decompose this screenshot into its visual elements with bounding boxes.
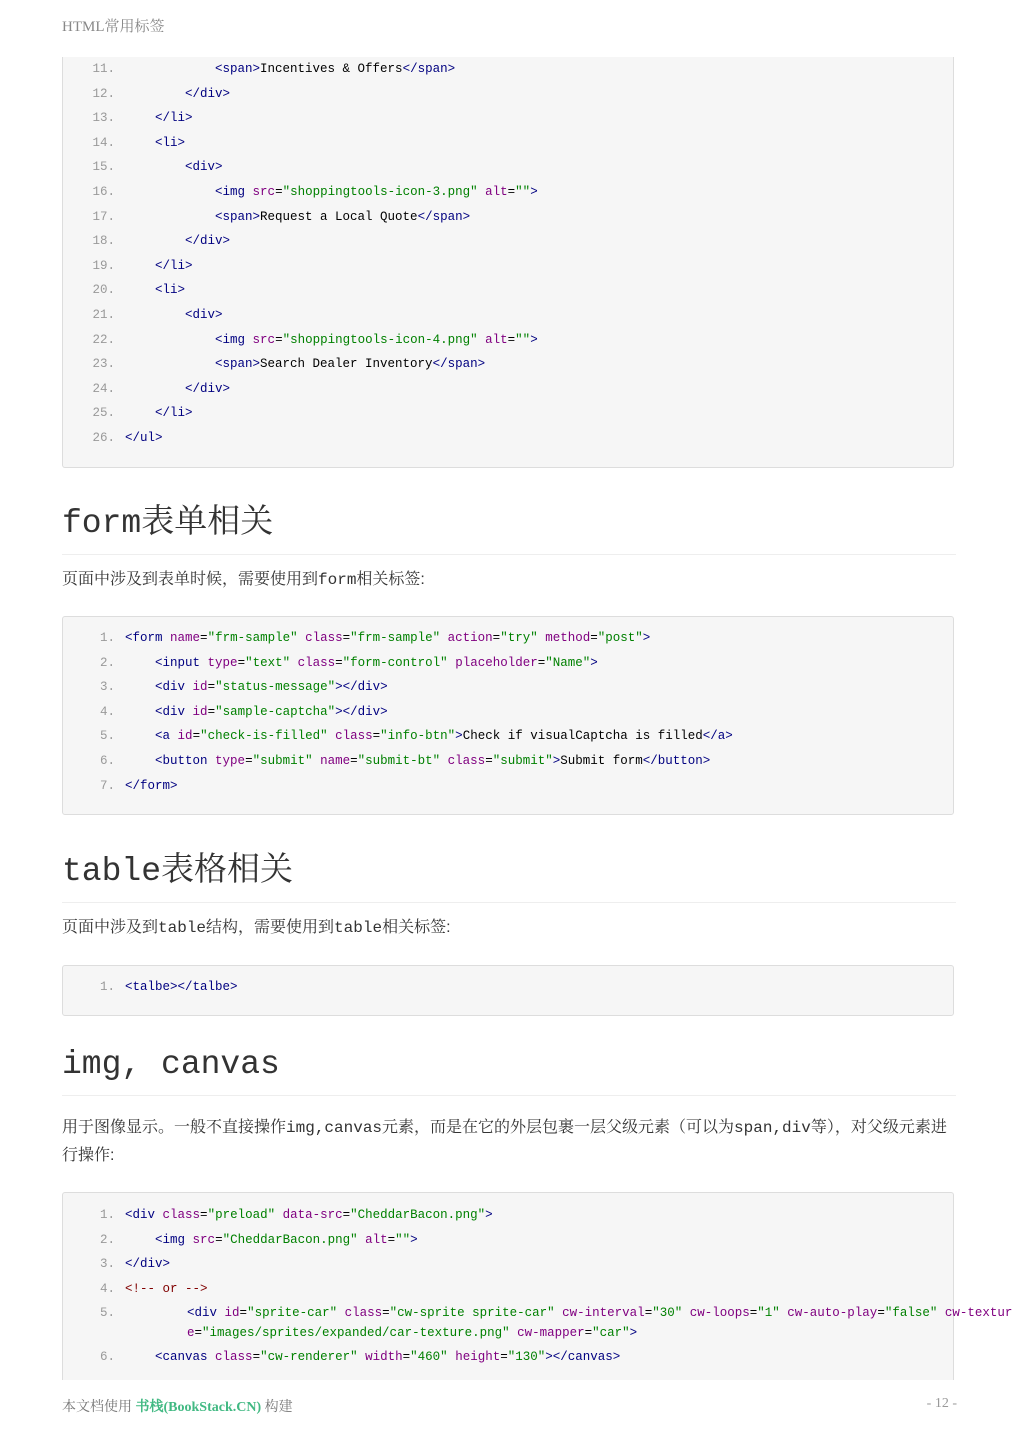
heading-form-mono: form bbox=[62, 505, 142, 542]
code-text: <talbe></talbe> bbox=[125, 980, 238, 994]
code-line bbox=[63, 278, 953, 303]
line-number: 17. bbox=[92, 209, 115, 224]
line-number: 22. bbox=[92, 332, 115, 347]
code-text: <input type="text" class="form-control" placeholder="Name"> bbox=[155, 655, 598, 670]
code-text: <div class="preload" data-src="CheddarBacon.png"> bbox=[125, 1208, 493, 1222]
code-line bbox=[63, 651, 953, 676]
code-text: <div id="status-message"></div> bbox=[155, 680, 388, 695]
code-line bbox=[63, 1228, 953, 1253]
code-text: <div id="sample-captcha"></div> bbox=[155, 704, 388, 719]
line-number: 16. bbox=[92, 184, 115, 199]
code-text: <li> bbox=[155, 135, 186, 150]
line-number: 20. bbox=[92, 283, 115, 298]
line-number: 15. bbox=[92, 160, 115, 175]
code-line bbox=[63, 426, 953, 451]
code-text: <form name="frm-sample" class="frm-sample" action="try" method="post"> bbox=[125, 631, 651, 645]
code-text: <div id="sprite-car" class="cw-sprite sprite-car" cw-interval="30" cw-loops="1" cw-auto-play="false" cw-texture="images/sprites/expanded/car-texture.png" cw-mapper="car"> bbox=[187, 1306, 1013, 1341]
line-number: 23. bbox=[92, 357, 115, 372]
code-line bbox=[63, 328, 953, 353]
line-number: 25. bbox=[92, 406, 115, 421]
page-header-title: HTML常用标签 bbox=[62, 19, 165, 35]
code-line bbox=[63, 303, 953, 328]
line-number: 3. bbox=[99, 680, 115, 695]
code-text: </li> bbox=[155, 111, 193, 126]
code-line bbox=[63, 1301, 1013, 1345]
line-number: 14. bbox=[92, 135, 115, 150]
code-text: <a id="check-is-filled" class="info-btn">Check if visualCaptcha is filled</a> bbox=[155, 729, 733, 744]
heading-table-mono: table bbox=[62, 853, 162, 890]
line-number: 7. bbox=[99, 778, 115, 793]
code-text: </li> bbox=[155, 258, 193, 273]
line-number: 2. bbox=[99, 1232, 115, 1247]
line-number: 3. bbox=[99, 1257, 115, 1272]
line-number: 6. bbox=[99, 753, 115, 768]
code-block-form bbox=[62, 616, 954, 815]
line-number: 5. bbox=[99, 1306, 115, 1321]
line-number: 1. bbox=[99, 980, 115, 994]
code-line bbox=[63, 229, 953, 254]
table-description: 页面中涉及到table结构，需要使用到table相关标签: bbox=[62, 919, 451, 937]
footer-brand-link[interactable]: 书栈(BookStack.CN) bbox=[135, 1400, 262, 1415]
code-line bbox=[63, 975, 953, 1000]
line-number: 18. bbox=[92, 234, 115, 249]
line-number: 4. bbox=[99, 1281, 115, 1296]
line-number: 1. bbox=[99, 631, 115, 645]
code-text: <img src="shoppingtools-icon-4.png" alt=""> bbox=[215, 332, 538, 347]
img-canvas-description: 用于图像显示。一般不直接操作img,canvas元素，而是在它的外层包裹一层父级元素（可以为span,div等），对父级元素进行操作: bbox=[62, 1119, 947, 1164]
heading-img-mono: img, canvas bbox=[62, 1046, 280, 1083]
code-text: <img src="shoppingtools-icon-3.png" alt=""> bbox=[215, 184, 538, 199]
code-text: <canvas class="cw-renderer" width="460" height="130"></canvas> bbox=[155, 1350, 621, 1365]
code-text: <span>Request a Local Quote</span> bbox=[215, 209, 471, 224]
code-line bbox=[63, 1252, 953, 1277]
code-line bbox=[63, 675, 953, 700]
line-number: 13. bbox=[92, 111, 115, 126]
code-line bbox=[63, 401, 953, 426]
code-text: </div> bbox=[185, 234, 231, 249]
line-number: 24. bbox=[92, 381, 115, 396]
code-text: <span>Search Dealer Inventory</span> bbox=[215, 357, 486, 372]
code-line bbox=[63, 205, 953, 230]
line-number: 11. bbox=[92, 62, 115, 76]
code-line bbox=[63, 352, 953, 377]
code-text: <li> bbox=[155, 283, 186, 298]
code-line bbox=[63, 749, 953, 774]
line-number: 2. bbox=[99, 655, 115, 670]
line-number: 1. bbox=[99, 1208, 115, 1222]
code-text: </form> bbox=[125, 778, 178, 793]
section-heading-form bbox=[62, 495, 956, 555]
code-line bbox=[63, 131, 953, 156]
code-line bbox=[63, 724, 953, 749]
form-description: 页面中涉及到表单时候，需要使用到form相关标签: bbox=[62, 571, 425, 589]
code-text: </div> bbox=[185, 381, 231, 396]
code-text: <button type="submit" name="submit-bt" class="submit">Submit form</button> bbox=[155, 753, 711, 768]
heading-form-cn: 表单相关 bbox=[141, 501, 274, 540]
footer-credit bbox=[62, 1396, 293, 1416]
code-line bbox=[63, 155, 953, 180]
code-text: <div> bbox=[185, 160, 223, 175]
line-number: 6. bbox=[99, 1350, 115, 1365]
code-text: </div> bbox=[185, 86, 231, 101]
code-text: </li> bbox=[155, 406, 193, 421]
line-number: 21. bbox=[92, 307, 115, 322]
code-block-ul-continued bbox=[62, 57, 954, 468]
code-block-img-canvas bbox=[62, 1192, 1013, 1380]
line-number: 5. bbox=[99, 729, 115, 744]
code-line bbox=[63, 1345, 953, 1370]
code-line bbox=[63, 1203, 953, 1228]
line-number: 12. bbox=[92, 86, 115, 101]
code-text: <span>Incentives & Offers</span> bbox=[215, 62, 456, 76]
code-text: </div> bbox=[125, 1257, 171, 1272]
code-line bbox=[63, 377, 953, 402]
code-line bbox=[63, 180, 953, 205]
code-line bbox=[63, 626, 953, 651]
code-line bbox=[63, 700, 953, 725]
line-number: 26. bbox=[92, 430, 115, 445]
footer-prefix: 本文档使用 bbox=[62, 1400, 132, 1415]
code-text: <img src="CheddarBacon.png" alt=""> bbox=[155, 1232, 418, 1247]
code-line bbox=[63, 254, 953, 279]
code-block-table bbox=[62, 965, 954, 1016]
heading-table-cn: 表格相关 bbox=[161, 849, 294, 888]
footer-suffix: 构建 bbox=[264, 1400, 293, 1415]
code-text: <!-- or --> bbox=[125, 1281, 208, 1296]
page-number: - 12 - bbox=[926, 1396, 957, 1411]
code-line bbox=[63, 82, 953, 107]
code-text: </ul> bbox=[125, 430, 163, 445]
code-line bbox=[63, 57, 953, 82]
line-number: 4. bbox=[99, 704, 115, 719]
section-heading-img-canvas bbox=[62, 1043, 956, 1096]
code-line bbox=[63, 1277, 953, 1302]
section-heading-table bbox=[62, 843, 956, 903]
code-line bbox=[63, 774, 953, 799]
code-text: <div> bbox=[185, 307, 223, 322]
code-line bbox=[63, 106, 953, 131]
line-number: 19. bbox=[92, 258, 115, 273]
